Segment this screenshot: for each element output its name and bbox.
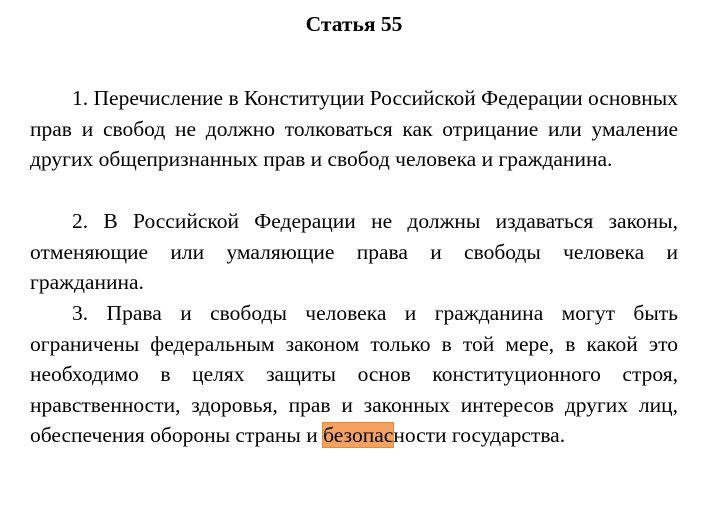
text-selection-highlight[interactable]: безопас (323, 423, 394, 448)
article-title: Статья 55 (305, 12, 403, 36)
paragraph-2[interactable]: 2. В Российской Федерации не должны издаваться законы, отменяющие или умаляющие права и свободы человека и гражданина. (30, 209, 678, 295)
paragraph-3-text-after: ности государства. (393, 423, 566, 448)
paragraph-3[interactable] (30, 298, 678, 451)
paragraph-3-text-before: 3. Права и свободы человека и гражданина могут быть ограничены федеральным законом только в той мере, в какой это необходимо в целях защиты основ конституционного строя, нравственности, здоровья, прав и законных интересов других лиц, обеспечения обороны страны и (30, 301, 678, 448)
paragraph-1[interactable]: 1. Перечисление в Конституции Российской Федерации основных прав и свобод не должно толковаться как отрицание или умаление других общепризнанных прав и свобод человека и гражданина. (30, 86, 678, 172)
